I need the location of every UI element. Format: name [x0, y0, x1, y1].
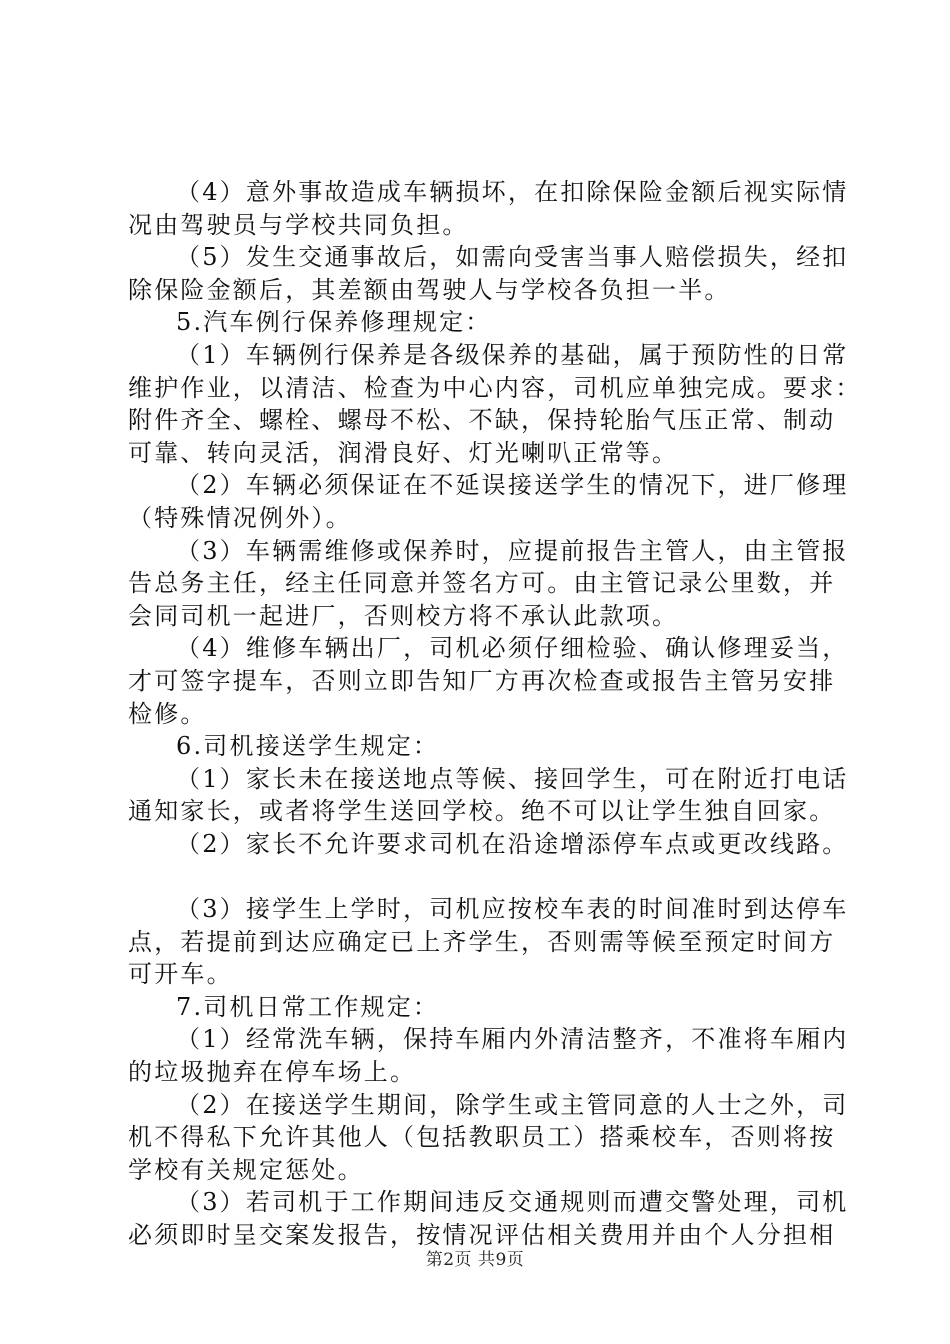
section-heading: 7.司机日常工作规定：	[176, 992, 440, 1021]
blank-line	[128, 860, 828, 893]
paragraph-line: 才可签字提车，否则立即告知厂方再次检查或报告主管另安排	[128, 666, 836, 695]
paragraph-line: （3）若司机于工作期间违反交通规则而遭交警处理，司机	[176, 1188, 849, 1217]
paragraph-line: （特殊情况例外）。	[128, 503, 352, 532]
paragraph-line: 况由驾驶员与学校共同负担。	[128, 210, 469, 239]
paragraph-line: 机不得私下允许其他人（包括教职员工）搭乘校车，否则将按	[128, 1123, 836, 1152]
paragraph-line: （1）经常洗车辆，保持车厢内外清洁整齐，不准将车厢内	[176, 1025, 849, 1054]
paragraph-line: （5）发生交通事故后，如需向受害当事人赔偿损失，经扣	[176, 243, 849, 272]
paragraph-line: 告总务主任，经主任同意并签名方可。由主管记录公里数，并	[128, 569, 836, 598]
section-heading: 5.汽车例行保养修理规定：	[176, 308, 492, 337]
paragraph-line: 通知家长，或者将学生送回学校。绝不可以让学生独自回家。	[128, 797, 836, 826]
paragraph-line: 会同司机一起进厂，否则校方将不承认此款项。	[128, 601, 679, 630]
paragraph-line: 的垃圾抛弃在停车场上。	[128, 1058, 417, 1087]
paragraph-line: （3）接学生上学时，司机应按校车表的时间准时到达停车	[176, 895, 849, 924]
paragraph-line: （2）在接送学生期间，除学生或主管同意的人士之外，司	[176, 1090, 849, 1119]
paragraph-line: （3）车辆需维修或保养时，应提前报告主管人，由主管报	[176, 536, 849, 565]
paragraph-line: 维护作业，以清洁、检查为中心内容，司机应单独完成。要求：	[128, 373, 862, 402]
page-number-footer: 第2页 共9页	[425, 1250, 525, 1270]
paragraph-line: 除保险金额后，其差额由驾驶人与学校各负担一半。	[128, 275, 731, 304]
paragraph-line: （4）维修车辆出厂，司机必须仔细检验、确认修理妥当，	[176, 634, 849, 663]
paragraph-line: 可靠、转向灵活，润滑良好、灯光喇叭正常等。	[128, 438, 679, 467]
paragraph-line: （2）家长不允许要求司机在沿途增添停车点或更改线路。	[176, 829, 849, 858]
paragraph-line: （1）车辆例行保养是各级保养的基础，属于预防性的日常	[176, 340, 849, 369]
paragraph-line: 必须即时呈交案发报告，按情况评估相关费用并由个人分担相	[128, 1221, 836, 1249]
paragraph-line: （2）车辆必须保证在不延误接送学生的情况下，进厂修理	[176, 471, 849, 500]
paragraph-line: 点，若提前到达应确定已上齐学生，否则需等候至预定时间方	[128, 927, 836, 956]
paragraph-line: 附件齐全、螺栓、螺母不松、不缺，保持轮胎气压正常、制动	[128, 406, 836, 435]
paragraph-line: 可开车。	[128, 960, 233, 989]
section-heading: 6.司机接送学生规定：	[176, 732, 440, 761]
paragraph-line: 学校有关规定惩处。	[128, 1155, 364, 1184]
document-body	[128, 176, 862, 1252]
paragraph-line: 检修。	[128, 699, 207, 728]
paragraph-line: （1）家长未在接送地点等候、接回学生，可在附近打电话	[176, 764, 849, 793]
paragraph-line: （4）意外事故造成车辆损坏，在扣除保险金额后视实际情	[176, 178, 849, 206]
